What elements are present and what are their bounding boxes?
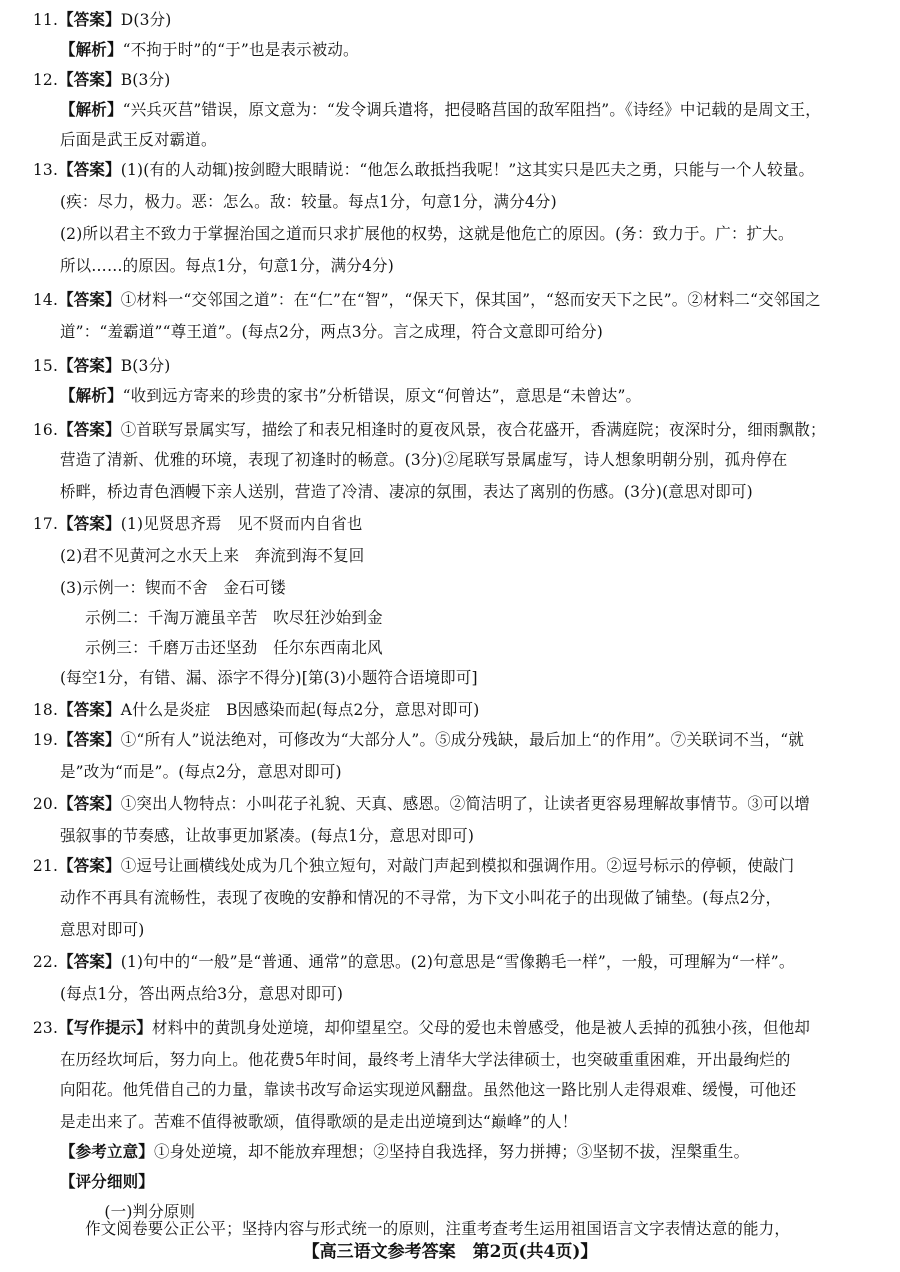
line-text: 作文阅卷要公正公平；坚持内容与形式统一的原则，注重考查考生运用祖国语言文字表情达意的能力， — [85, 1219, 791, 1238]
section-tag: 【解析】 — [59, 40, 123, 59]
line-text: 向阳花。他凭借自己的力量，靠读书改写命运实现逆风翻盘。虽然他这一路比别人走得艰难、缓慢，可他还 — [59, 1080, 797, 1099]
line-text: ①身处逆境，却不能放弃理想；②坚持自我选择，努力拼搏；③坚韧不拔，涅槃重生。 — [153, 1142, 750, 1161]
text-line — [0, 160, 870, 180]
line-text: 意思对即可) — [59, 920, 145, 939]
text-line — [0, 1050, 870, 1070]
text-line — [0, 514, 870, 534]
line-text: 营造了清新、优雅的环境，表现了初逢时的畅意。(3分)②尾联写景属虚写，诗人想象明朝分别，孤舟停在 — [59, 450, 788, 469]
line-text: “收到远方寄来的珍贵的家书”分析错误，原文“何曾达”，意思是“未曾达”。 — [122, 386, 642, 405]
text-line — [0, 888, 870, 908]
text-line — [0, 40, 870, 60]
question-number: 11. — [32, 10, 59, 29]
text-line — [0, 70, 870, 90]
text-line — [0, 546, 870, 566]
page-footer: 【高三语文参考答案 第2页(共4页)】 — [302, 1242, 598, 1262]
text-line — [0, 10, 870, 30]
section-tag: 【答案】 — [58, 514, 121, 533]
line-text: (2)所以君主不致力于掌握治国之道而只求扩展他的权势，这就是他危亡的原因。(务：致力于。广：扩大。 — [59, 224, 794, 243]
question-number: 23. — [32, 1018, 59, 1037]
line-text: 道”：“羞霸道”“尊王道”。(每点2分，两点3分。言之成理，符合文意即可给分) — [59, 322, 603, 341]
text-line — [0, 386, 870, 406]
line-text: (2)君不见黄河之水天上来 奔流到海不复回 — [59, 546, 365, 565]
line-text: “不拘于时”的“于”也是表示被动。 — [122, 40, 359, 59]
text-line — [0, 290, 870, 310]
text-line — [0, 856, 870, 876]
section-tag: 【答案】 — [58, 10, 121, 29]
line-text: ①“所有人”说法绝对，可修改为“大部分人”。⑤成分残缺，最后加上“的作用”。⑦关联词不当，“就 — [120, 730, 805, 749]
line-text: 所以……的原因。每点1分，句意1分，满分4分) — [59, 256, 394, 275]
question-number: 21. — [32, 856, 59, 875]
line-text: 后面是武王反对霸道。 — [59, 130, 217, 149]
text-line — [0, 356, 870, 376]
section-tag: 【答案】 — [58, 700, 121, 719]
section-tag: 【答案】 — [58, 952, 121, 971]
text-line — [0, 1172, 870, 1192]
line-text: ①逗号让画横线处成为几个独立短句，对敲门声起到模拟和强调作用。②逗号标示的停顿，使敲门 — [120, 856, 795, 875]
question-number: 17. — [32, 514, 59, 533]
question-number: 15. — [32, 356, 59, 375]
section-tag: 【答案】 — [58, 160, 121, 179]
text-line — [0, 1112, 870, 1132]
text-line — [0, 420, 870, 440]
section-tag: 【评分细则】 — [59, 1172, 154, 1191]
question-number: 16. — [32, 420, 59, 439]
text-line — [0, 730, 870, 750]
question-number: 22. — [32, 952, 59, 971]
line-text: (每点1分，答出两点给3分，意思对即可) — [59, 984, 344, 1003]
text-line — [0, 668, 870, 688]
line-text: B(3分) — [120, 70, 171, 89]
line-text: ①首联写景属实写，描绘了和表兄相逢时的夏夜风景，夜合花盛开，香满庭院；夜深时分，细雨飘散； — [120, 420, 826, 439]
line-text: (一)判分原则 — [104, 1202, 196, 1221]
line-text: 桥畔，桥边青色酒幔下亲人送别，营造了冷清、凄凉的氛围，表达了离别的伤感。(3分)(意思对即可) — [59, 482, 753, 501]
question-number: 12. — [32, 70, 59, 89]
section-tag: 【答案】 — [58, 794, 121, 813]
question-number: 20. — [32, 794, 59, 813]
line-text: 示例三：千磨万击还坚劲 任尔东西南北风 — [85, 638, 383, 657]
text-line — [0, 450, 870, 470]
text-line — [0, 1142, 870, 1162]
text-line — [0, 256, 870, 276]
question-number: 19. — [32, 730, 59, 749]
text-line — [0, 762, 870, 782]
line-text: (疾：尽力，极力。恶：怎么。敌：较量。每点1分，句意1分，满分4分) — [59, 192, 557, 211]
text-line — [0, 826, 870, 846]
section-tag: 【答案】 — [58, 856, 121, 875]
line-text: 材料中的黄凯身处逆境，却仰望星空。父母的爱也未曾感受，他是被人丢掉的孤独小孩，但他却 — [152, 1018, 811, 1037]
text-line — [0, 578, 870, 598]
line-text: 在历经坎坷后，努力向上。他花费5年时间，最终考上清华大学法律硕士，也突破重重困难，开出最绚烂的 — [59, 1050, 791, 1069]
text-line — [0, 192, 870, 212]
section-tag: 【答案】 — [58, 356, 121, 375]
line-text: 动作不再具有流畅性，表现了夜晚的安静和情况的不寻常，为下文小叫花子的出现做了铺垫。(每点2分， — [59, 888, 782, 907]
section-tag: 【答案】 — [58, 70, 121, 89]
text-line — [0, 322, 870, 342]
text-line — [0, 794, 870, 814]
line-text: (1)见贤思齐焉 见不贤而内自省也 — [120, 514, 363, 533]
text-line — [0, 482, 870, 502]
text-line — [0, 1018, 870, 1038]
line-text: (1)(有的人动辄)按剑瞪大眼睛说：“他怎么敢抵挡我呢！”这其实只是匹夫之勇，只能与一个人较量。 — [120, 160, 815, 179]
section-tag: 【参考立意】 — [59, 1142, 154, 1161]
line-text: 示例二：千淘万漉虽辛苦 吹尽狂沙始到金 — [85, 608, 383, 627]
text-line — [0, 920, 870, 940]
text-line — [0, 100, 870, 120]
text-line — [0, 608, 870, 628]
text-line — [0, 638, 870, 658]
line-text: A什么是炎症 B因感染而起(每点2分，意思对即可) — [120, 700, 480, 719]
text-line — [0, 224, 870, 244]
line-text: (3)示例一：锲而不舍 金石可镂 — [59, 578, 287, 597]
line-text: (每空1分，有错、漏、添字不得分)[第(3)小题符合语境即可] — [59, 668, 478, 687]
question-number: 13. — [32, 160, 59, 179]
text-line — [0, 952, 870, 972]
line-text: D(3分) — [120, 10, 172, 29]
line-text: “兴兵灭莒”错误，原文意为：“发令调兵遣将，把侵略莒国的敌军阻挡”。《诗经》中记载的是周文王， — [122, 100, 821, 119]
text-line — [0, 1080, 870, 1100]
section-tag: 【答案】 — [58, 420, 121, 439]
line-text: ①材料一“交邻国之道”：在“仁”在“智”，“保天下，保其国”，“怒而安天下之民”。②材料二“交邻国之 — [120, 290, 821, 309]
line-text: 强叙事的节奏感，让故事更加紧凑。(每点1分，意思对即可) — [59, 826, 475, 845]
text-line — [0, 130, 870, 150]
section-tag: 【答案】 — [58, 730, 121, 749]
section-tag: 【解析】 — [59, 386, 123, 405]
line-text: 是走出来了。苦难不值得被歌颂，值得歌颂的是走出逆境到达“巅峰”的人！ — [59, 1112, 578, 1131]
section-tag: 【解析】 — [59, 100, 123, 119]
line-text: (1)句中的“一般”是“普通、通常”的意思。(2)句意思是“雪像鹅毛一样”，一般，可理解为“一样”。 — [120, 952, 795, 971]
text-line — [0, 1219, 870, 1239]
line-text: B(3分) — [120, 356, 171, 375]
section-tag: 【答案】 — [58, 290, 121, 309]
text-line — [0, 984, 870, 1004]
line-text: ①突出人物特点：小叫花子礼貌、天真、感恩。②简洁明了，让读者更容易理解故事情节。③可以增 — [120, 794, 811, 813]
line-text: 是”改为“而是”。(每点2分，意思对即可) — [59, 762, 342, 781]
section-tag: 【写作提示】 — [58, 1018, 153, 1037]
question-number: 14. — [32, 290, 59, 309]
question-number: 18. — [32, 700, 59, 719]
text-line — [0, 700, 870, 720]
